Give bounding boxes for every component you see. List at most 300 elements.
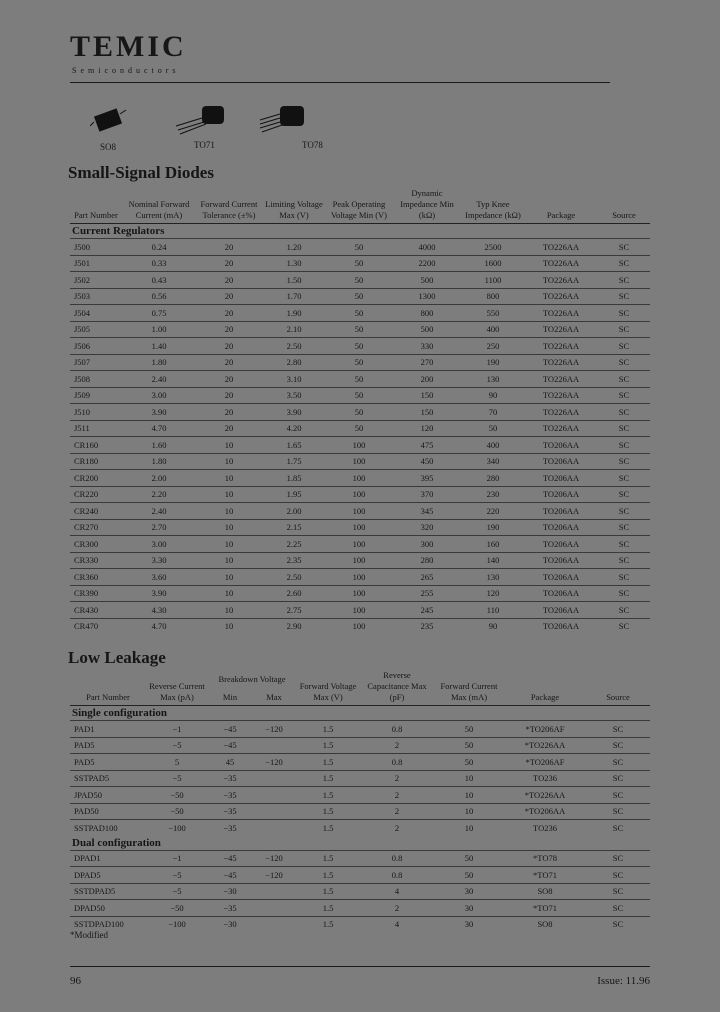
table-cell: 90 <box>462 387 524 404</box>
table-cell: 1.60 <box>122 437 196 454</box>
table-cell: 10 <box>196 486 262 503</box>
table-cell: 100 <box>326 437 392 454</box>
table-cell: 450 <box>392 453 462 470</box>
table-cell: J505 <box>70 321 122 338</box>
table-cell: 3.00 <box>122 387 196 404</box>
table-cell: *TO78 <box>504 850 586 867</box>
table-cell: 2.35 <box>262 552 326 569</box>
table-cell: 400 <box>462 437 524 454</box>
table-row <box>70 569 650 586</box>
table-cell: 250 <box>462 338 524 355</box>
table-cell: 1.5 <box>296 916 360 932</box>
table-row <box>70 404 650 421</box>
table-cell: CR180 <box>70 453 122 470</box>
table-cell: 20 <box>196 255 262 272</box>
table-cell: TO206AA <box>524 519 598 536</box>
table-cell: 0.56 <box>122 288 196 305</box>
table-cell: TO226AA <box>524 338 598 355</box>
table-cell: −45 <box>208 737 252 754</box>
table-cell: 2.00 <box>122 470 196 487</box>
table-row <box>70 321 650 338</box>
table-cell: −35 <box>208 820 252 836</box>
table-row <box>70 916 650 932</box>
table-cell: J501 <box>70 255 122 272</box>
table-cell: CR390 <box>70 585 122 602</box>
table-cell: 4.20 <box>262 420 326 437</box>
table-row <box>70 900 650 917</box>
table-cell: −100 <box>146 916 208 932</box>
table-cell: 300 <box>392 536 462 553</box>
package-label-to71: TO71 <box>194 140 215 150</box>
table-cell: 280 <box>392 552 462 569</box>
table-cell: SSTDPAD100 <box>70 916 146 932</box>
table-cell: *TO206AF <box>504 721 586 738</box>
table-cell: 10 <box>196 519 262 536</box>
table-cell: J506 <box>70 338 122 355</box>
table-cell: SC <box>586 900 650 917</box>
table-cell: 50 <box>326 288 392 305</box>
table-cell: PAD5 <box>70 754 146 771</box>
table-cell: 230 <box>462 486 524 503</box>
table-cell: 2 <box>360 770 434 787</box>
table-cell: *TO226AA <box>504 737 586 754</box>
table-cell: CR160 <box>70 437 122 454</box>
table-cell: SC <box>586 721 650 738</box>
table-row <box>70 770 650 787</box>
table-row <box>70 519 650 536</box>
col-header: Package <box>504 670 586 706</box>
table-cell: SC <box>598 470 650 487</box>
table-cell: SC <box>598 536 650 553</box>
table-cell: J510 <box>70 404 122 421</box>
table-cell: CR220 <box>70 486 122 503</box>
table-cell: TO226AA <box>524 387 598 404</box>
table-cell: 345 <box>392 503 462 520</box>
table-cell: 1300 <box>392 288 462 305</box>
table-cell: 150 <box>392 404 462 421</box>
table-cell: 100 <box>326 552 392 569</box>
table-cell: 10 <box>434 770 504 787</box>
table-cell: 0.8 <box>360 721 434 738</box>
table-cell: 2 <box>360 737 434 754</box>
table-cell: 320 <box>392 519 462 536</box>
table-cell: CR330 <box>70 552 122 569</box>
table-cell: 100 <box>326 470 392 487</box>
table-cell: TO206AA <box>524 486 598 503</box>
table-cell: 1.5 <box>296 721 360 738</box>
table-cell: SSTPAD5 <box>70 770 146 787</box>
table-cell: SC <box>598 371 650 388</box>
table-cell: TO226AA <box>524 305 598 322</box>
table-row <box>70 503 650 520</box>
table-cell: 100 <box>326 618 392 634</box>
table-cell: 0.8 <box>360 867 434 884</box>
table-cell: 0.33 <box>122 255 196 272</box>
table-cell: TO226AA <box>524 288 598 305</box>
brand-subtitle: Semiconductors <box>72 66 180 75</box>
table-cell: SC <box>598 618 650 634</box>
table-cell: 2.50 <box>262 338 326 355</box>
table-cell: 100 <box>326 536 392 553</box>
table-cell: 0.8 <box>360 754 434 771</box>
table-cell: 120 <box>462 585 524 602</box>
table-cell: −5 <box>146 737 208 754</box>
table-cell: 160 <box>462 536 524 553</box>
table-cell: 1.40 <box>122 338 196 355</box>
table-cell: −35 <box>208 770 252 787</box>
table-cell: SSTPAD100 <box>70 820 146 836</box>
table-cell: 0.8 <box>360 850 434 867</box>
table-cell: TO206AA <box>524 503 598 520</box>
brand-logo: TEMIC <box>70 30 187 63</box>
issue-label: Issue: 11.96 <box>597 975 650 987</box>
table-cell: 3.90 <box>122 404 196 421</box>
table-cell: J504 <box>70 305 122 322</box>
table-cell: −30 <box>208 883 252 900</box>
table-cell: 1.50 <box>262 272 326 289</box>
col-header: Typ Knee Impedance (kΩ) <box>462 188 524 224</box>
table-cell: 10 <box>196 503 262 520</box>
table-cell: 800 <box>462 288 524 305</box>
table-cell: 30 <box>434 900 504 917</box>
table-cell: −35 <box>208 803 252 820</box>
table-cell: −5 <box>146 770 208 787</box>
table-cell: 100 <box>326 585 392 602</box>
table-cell: SO8 <box>504 916 586 932</box>
table-cell: CR470 <box>70 618 122 634</box>
table-cell: TO226AA <box>524 321 598 338</box>
table-cell: 100 <box>326 569 392 586</box>
table-cell: −45 <box>208 721 252 738</box>
table-cell: −120 <box>252 850 296 867</box>
table-cell: 30 <box>434 883 504 900</box>
table-cell: 475 <box>392 437 462 454</box>
col-header: Part Number <box>70 188 122 224</box>
table-cell: 3.60 <box>122 569 196 586</box>
table-cell: 20 <box>196 288 262 305</box>
table-cell: 1100 <box>462 272 524 289</box>
table-cell: TO226AA <box>524 255 598 272</box>
table-cell: TO206AA <box>524 569 598 586</box>
table-cell: PAD5 <box>70 737 146 754</box>
table-cell: SO8 <box>504 883 586 900</box>
table-cell: 4.70 <box>122 420 196 437</box>
table-cell: 50 <box>326 255 392 272</box>
table-body <box>70 706 650 933</box>
table-cell: 550 <box>462 305 524 322</box>
table-cell: SC <box>598 552 650 569</box>
table-row <box>70 305 650 322</box>
header-rule <box>70 82 610 83</box>
table-cell: 2.15 <box>262 519 326 536</box>
table-cell: TO206AA <box>524 437 598 454</box>
table-cell: 4.70 <box>122 618 196 634</box>
col-header: Source <box>586 670 650 706</box>
table-row <box>70 486 650 503</box>
table-cell: −35 <box>208 900 252 917</box>
table-cell: SC <box>598 305 650 322</box>
table-cell: 0.43 <box>122 272 196 289</box>
group-header-row <box>70 706 650 721</box>
table-cell: 1.5 <box>296 770 360 787</box>
table-cell: J507 <box>70 354 122 371</box>
table-row <box>70 338 650 355</box>
table-cell: 50 <box>326 354 392 371</box>
section-title-low-leakage: Low Leakage <box>68 648 166 667</box>
table-cell: JPAD50 <box>70 787 146 804</box>
table-cell: 20 <box>196 338 262 355</box>
so8-package-icon <box>90 108 126 131</box>
table-cell: 235 <box>392 618 462 634</box>
table-cell: SC <box>598 486 650 503</box>
table-row <box>70 585 650 602</box>
table-cell: 2.90 <box>262 618 326 634</box>
table-cell: 1.80 <box>122 354 196 371</box>
col-header: Peak Operating Voltage Min (V) <box>326 188 392 224</box>
table-cell: −50 <box>146 803 208 820</box>
table-cell: CR240 <box>70 503 122 520</box>
table-row <box>70 602 650 619</box>
table-row <box>70 850 650 867</box>
col-header: Breakdown Voltage <box>218 674 286 685</box>
table-row <box>70 803 650 820</box>
table-cell: 1.00 <box>122 321 196 338</box>
table-cell: TO206AA <box>524 470 598 487</box>
table-cell: 2 <box>360 787 434 804</box>
table-cell: *TO71 <box>504 900 586 917</box>
table-cell: 1.95 <box>262 486 326 503</box>
col-header: Reverse Capacitance Max (pF) <box>360 670 434 706</box>
table-cell: 2.00 <box>262 503 326 520</box>
table-cell: SC <box>586 916 650 932</box>
table-cell: 50 <box>434 867 504 884</box>
table-cell: 1.90 <box>262 305 326 322</box>
col-header: Reverse Current Max (pA) <box>146 670 208 706</box>
table-cell: TO226AA <box>524 272 598 289</box>
table-cell: 50 <box>326 387 392 404</box>
table-cell: J511 <box>70 420 122 437</box>
table-cell: 400 <box>462 321 524 338</box>
table-cell: 1.5 <box>296 850 360 867</box>
table-cell: 1.30 <box>262 255 326 272</box>
table-cell: TO236 <box>504 770 586 787</box>
table-cell: −100 <box>146 820 208 836</box>
table-cell <box>252 803 296 820</box>
table-cell: 3.90 <box>122 585 196 602</box>
col-header: Nominal Forward Current (mA) <box>122 188 196 224</box>
table-cell: 10 <box>196 569 262 586</box>
table-cell: CR360 <box>70 569 122 586</box>
table-cell: −30 <box>208 916 252 932</box>
col-header: Limiting Voltage Max (V) <box>262 188 326 224</box>
table-row <box>70 255 650 272</box>
table-cell: TO206AA <box>524 536 598 553</box>
table-cell: DPAD5 <box>70 867 146 884</box>
table-row <box>70 867 650 884</box>
table-cell: 1.20 <box>262 239 326 256</box>
table-cell: 4000 <box>392 239 462 256</box>
table-cell: 1.5 <box>296 754 360 771</box>
table-header-row <box>70 188 650 224</box>
table-cell: −45 <box>208 850 252 867</box>
table-cell: SC <box>586 770 650 787</box>
table-cell: 50 <box>326 321 392 338</box>
group-header-row <box>70 224 650 239</box>
table-cell: 1.75 <box>262 453 326 470</box>
col-header: Dynamic Impedance Min (kΩ) <box>392 188 462 224</box>
table-cell: SC <box>598 404 650 421</box>
table-cell: 10 <box>196 552 262 569</box>
table-cell: 30 <box>434 916 504 932</box>
table-cell: SC <box>598 453 650 470</box>
table-cell: SC <box>598 338 650 355</box>
package-label-so8: SO8 <box>100 142 117 152</box>
table-cell: 5 <box>146 754 208 771</box>
table-cell: 1.5 <box>296 883 360 900</box>
table-cell <box>252 900 296 917</box>
table-cell: SC <box>598 569 650 586</box>
table-cell: 150 <box>392 387 462 404</box>
table-cell: TO226AA <box>524 354 598 371</box>
col-header: Package <box>524 188 598 224</box>
package-label-to78: TO78 <box>302 140 323 150</box>
table-cell: 50 <box>326 404 392 421</box>
table-cell: SC <box>598 321 650 338</box>
table-cell: −1 <box>146 721 208 738</box>
table-cell: 370 <box>392 486 462 503</box>
table-cell: SSTDPAD5 <box>70 883 146 900</box>
table-cell: SC <box>586 883 650 900</box>
table-cell: *TO206AA <box>504 803 586 820</box>
group-label: Single configuration <box>72 707 168 719</box>
table-row <box>70 536 650 553</box>
table-cell: J503 <box>70 288 122 305</box>
table-cell: 800 <box>392 305 462 322</box>
table-cell: 10 <box>196 437 262 454</box>
table-cell: 10 <box>434 787 504 804</box>
table-cell: SC <box>598 437 650 454</box>
table-cell: 50 <box>326 305 392 322</box>
table-cell <box>252 820 296 836</box>
to71-package-icon <box>176 106 224 134</box>
table-cell: 190 <box>462 354 524 371</box>
table-cell: 1.5 <box>296 803 360 820</box>
table-cell: 4.30 <box>122 602 196 619</box>
table-cell: 130 <box>462 569 524 586</box>
to78-package-icon <box>260 106 304 132</box>
table-row <box>70 239 650 256</box>
table-cell: CR300 <box>70 536 122 553</box>
table-cell: 1.85 <box>262 470 326 487</box>
table-cell: TO206AA <box>524 602 598 619</box>
table-row <box>70 737 650 754</box>
table-cell: −1 <box>146 850 208 867</box>
table-cell: 10 <box>434 820 504 836</box>
table-cell: SC <box>586 867 650 884</box>
table-cell: 4 <box>360 883 434 900</box>
table-cell: 20 <box>196 354 262 371</box>
col-header: Part Number <box>70 670 146 706</box>
table-cell: SC <box>586 787 650 804</box>
col-header: Forward Current Max (mA) <box>434 670 504 706</box>
table-cell: 1.80 <box>122 453 196 470</box>
table-cell: 10 <box>196 618 262 634</box>
table-cell: 100 <box>326 519 392 536</box>
table-cell: 2 <box>360 803 434 820</box>
col-header: Forward Voltage Max (V) <box>296 670 360 706</box>
table-cell: 2.50 <box>262 569 326 586</box>
table-cell: 3.90 <box>262 404 326 421</box>
table-cell: −35 <box>208 787 252 804</box>
table-cell: SC <box>586 737 650 754</box>
table-cell: 1.5 <box>296 787 360 804</box>
table-cell: *TO71 <box>504 867 586 884</box>
col-header: Forward Current Tolerance (±%) <box>196 188 262 224</box>
section-title-small-signal: Small-Signal Diodes <box>68 163 214 182</box>
table-row <box>70 453 650 470</box>
table-cell: 45 <box>208 754 252 771</box>
table-row <box>70 288 650 305</box>
footnote: *Modified <box>70 930 108 940</box>
table-cell: 20 <box>196 420 262 437</box>
table-row <box>70 883 650 900</box>
group-label: Current Regulators <box>72 225 165 237</box>
table-body <box>70 224 650 635</box>
table-cell: J508 <box>70 371 122 388</box>
group-header-row <box>70 836 650 851</box>
table-cell: 10 <box>196 602 262 619</box>
table-cell: CR270 <box>70 519 122 536</box>
table-cell: −50 <box>146 787 208 804</box>
table-cell: 1600 <box>462 255 524 272</box>
table-cell: 3.50 <box>262 387 326 404</box>
table-cell: 0.24 <box>122 239 196 256</box>
table-cell: 1.5 <box>296 820 360 836</box>
table-cell: 50 <box>434 721 504 738</box>
table-cell: 270 <box>392 354 462 371</box>
table-row <box>70 470 650 487</box>
table-cell: SC <box>598 585 650 602</box>
table-cell: 255 <box>392 585 462 602</box>
table-cell: 1.70 <box>262 288 326 305</box>
table-cell: −120 <box>252 721 296 738</box>
table-cell: 1.5 <box>296 900 360 917</box>
table-cell: −120 <box>252 867 296 884</box>
table-row <box>70 272 650 289</box>
table-cell: TO226AA <box>524 404 598 421</box>
table-cell: 265 <box>392 569 462 586</box>
table-cell: 50 <box>434 737 504 754</box>
table-cell: 110 <box>462 602 524 619</box>
table-cell: 220 <box>462 503 524 520</box>
table-cell: TO206AA <box>524 585 598 602</box>
table-cell: 20 <box>196 387 262 404</box>
table-cell: 2.80 <box>262 354 326 371</box>
table-cell: 280 <box>462 470 524 487</box>
table-cell: SC <box>586 754 650 771</box>
table-cell: SC <box>598 354 650 371</box>
table-cell: SC <box>598 272 650 289</box>
table-cell: SC <box>598 387 650 404</box>
table-cell: 1.5 <box>296 737 360 754</box>
table-cell: J509 <box>70 387 122 404</box>
table-cell: 0.75 <box>122 305 196 322</box>
table-row <box>70 371 650 388</box>
table-cell: −45 <box>208 867 252 884</box>
table-cell: 20 <box>196 404 262 421</box>
table-row <box>70 721 650 738</box>
table-cell: 330 <box>392 338 462 355</box>
